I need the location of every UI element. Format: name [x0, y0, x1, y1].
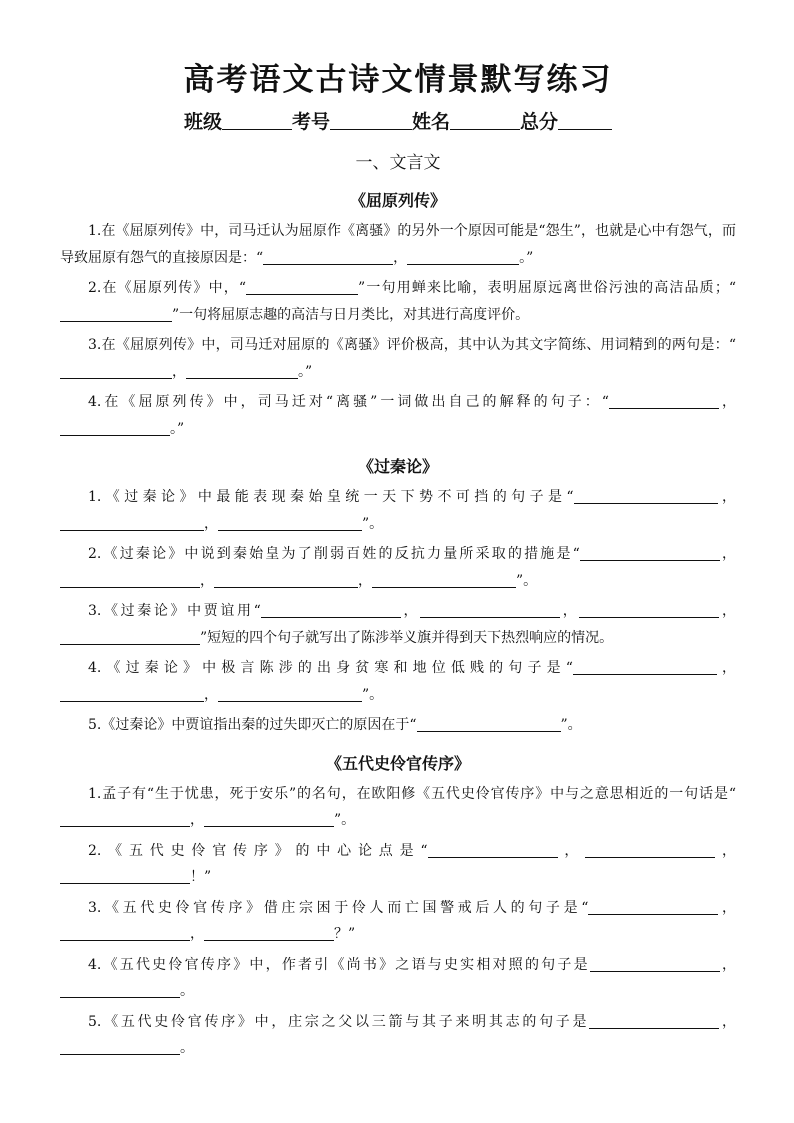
answer-blank[interactable] [60, 1038, 180, 1055]
question-text: 。 [180, 983, 194, 999]
answer-blank[interactable] [609, 392, 719, 409]
answer-blank[interactable] [186, 362, 298, 379]
answer-blank[interactable] [60, 571, 200, 588]
question-text: ， [719, 603, 737, 619]
question-guoqin-5 [60, 712, 736, 739]
question-text: 3.《五代史伶官传序》借庄宗困于伶人而亡国警戒后人的句子是“ [88, 899, 589, 916]
question-text: ”。 [362, 686, 384, 703]
question-text: 。 [180, 1040, 194, 1056]
question-text: ， [200, 572, 214, 589]
answer-blank[interactable] [407, 248, 519, 265]
question-text: ”短短的四个句子就写出了陈涉举义旗并得到天下热烈响应的情况。 [200, 629, 614, 646]
question-text: 。” [298, 363, 313, 380]
question-text: ”。 [362, 515, 384, 532]
subsection-heading-guoqin: 《过秦论》 [357, 457, 438, 476]
class-blank[interactable] [222, 109, 292, 130]
answer-blank[interactable] [214, 571, 358, 588]
question-text: ， [393, 249, 408, 266]
question-quyuan-1 [60, 218, 736, 271]
question-text: ”。 [516, 572, 538, 589]
question-text: ”。 [560, 717, 582, 733]
answer-blank[interactable] [588, 898, 718, 915]
question-text: ， [715, 842, 737, 859]
subsection-heading-wudai: 《五代史伶官传序》 [325, 753, 470, 773]
name-label: 姓名 [412, 111, 451, 133]
answer-blank[interactable] [579, 601, 719, 618]
question-quyuan-2 [60, 275, 736, 328]
subsection-heading-quyuan: 《屈原列传》 [349, 191, 446, 210]
answer-blank[interactable] [263, 248, 393, 265]
answer-blank[interactable] [590, 955, 720, 972]
question-guoqin-3 [60, 598, 736, 651]
answer-blank[interactable] [574, 487, 718, 504]
answer-blank[interactable] [420, 601, 560, 618]
answer-blank[interactable] [204, 924, 334, 941]
question-guoqin-4 [60, 655, 736, 708]
question-text: ， [717, 489, 737, 505]
answer-blank[interactable] [372, 571, 516, 588]
answer-blank[interactable] [60, 628, 200, 645]
question-text: ？” [334, 926, 356, 942]
question-text: ， [190, 926, 204, 942]
question-text: ， [204, 686, 218, 703]
answer-blank[interactable] [60, 685, 204, 702]
question-text: 1.在《屈原列传》中，司马迁认为屈原作《离骚》的另外一个原因可能是“怨生”，也就是心中有怨气，而导致屈原有怨气的直接原因是：“ [60, 223, 736, 266]
question-text: ， [560, 603, 580, 619]
question-text: 。” [519, 249, 534, 266]
answer-blank[interactable] [60, 924, 190, 941]
question-text: 2.《过秦论》中说到秦始皇为了削弱百姓的反抗力量所采取的措施是“ [88, 546, 580, 562]
question-guoqin-1 [60, 484, 736, 537]
answer-blank[interactable] [60, 362, 172, 379]
question-quyuan-4 [60, 389, 736, 442]
question-text: ， [716, 660, 737, 676]
question-wudai-2 [60, 838, 736, 891]
question-text: 2.在《屈原列传》中，“ [88, 280, 247, 296]
answer-blank[interactable] [60, 305, 172, 322]
question-text: ， [204, 515, 218, 532]
question-text: ！” [190, 869, 212, 885]
question-wudai-4 [60, 952, 736, 1005]
answer-blank[interactable] [60, 514, 204, 531]
question-text: 2.《五代史伶官传序》的中心论点是“ [88, 842, 428, 859]
question-text: ， [190, 812, 204, 828]
question-text: 4.《五代史伶官传序》中，作者引《尚书》之语与史实相对照的句子是 [88, 956, 590, 973]
question-text: ， [718, 394, 737, 410]
number-blank[interactable] [330, 109, 412, 130]
question-text: ， [718, 899, 737, 916]
question-text: 4.《过秦论》中极言陈涉的出身贫寒和地位低贱的句子是“ [88, 660, 573, 676]
class-label: 班级 [183, 111, 222, 133]
question-guoqin-2 [60, 541, 736, 594]
answer-blank[interactable] [580, 544, 720, 561]
number-label: 考号 [291, 111, 330, 133]
score-label: 总分 [520, 111, 559, 133]
section-heading: 一、文言文 [355, 153, 441, 173]
question-wudai-3 [60, 895, 736, 948]
answer-blank[interactable] [246, 278, 358, 295]
question-text: ， [719, 1013, 736, 1030]
question-text: 1.《过秦论》中最能表现秦始皇统一天下势不可挡的句子是“ [88, 489, 574, 505]
question-wudai-1 [60, 781, 736, 834]
question-wudai-5 [60, 1009, 736, 1062]
question-text: ”。 [334, 812, 356, 828]
question-text: 5.《过秦论》中贾谊指出秦的过失即灭亡的原因在于“ [88, 717, 417, 733]
answer-blank[interactable] [60, 810, 190, 827]
answer-blank[interactable] [60, 419, 170, 436]
page-title: 高考语文古诗文情景默写练习 [183, 62, 613, 98]
question-text: 5.《五代史伶官传序》中，庄宗之父以三箭与其子来明其志的句子是 [88, 1013, 590, 1030]
answer-blank[interactable] [60, 981, 180, 998]
question-text: ， [358, 572, 372, 589]
question-text: ， [719, 546, 737, 562]
question-text: 1.孟子有“生于忧患，死于安乐”的名句，在欧阳修《五代史伶官传序》中与之意思相近的一句话是“ [88, 785, 736, 802]
answer-blank[interactable] [573, 658, 717, 675]
question-text: ， [557, 842, 586, 859]
score-blank[interactable] [558, 109, 612, 130]
answer-blank[interactable] [585, 841, 715, 858]
question-text: 3.《过秦论》中贾谊用“ [88, 603, 261, 619]
answer-blank[interactable] [204, 810, 334, 827]
question-quyuan-3 [60, 332, 736, 385]
answer-blank[interactable] [60, 867, 190, 884]
answer-blank[interactable] [417, 715, 561, 732]
answer-blank[interactable] [261, 601, 401, 618]
question-text: ”一句用蝉来比喻，表明屈原远离世俗污浊的高洁品质；“ [358, 280, 736, 296]
question-text: ， [719, 956, 737, 973]
question-text: ， [400, 603, 421, 619]
answer-blank[interactable] [218, 514, 362, 531]
worksheet-page [60, 60, 736, 1062]
answer-blank[interactable] [589, 1012, 719, 1029]
question-text: ”一句将屈原志趣的高洁与日月类比，对其进行高度评价。 [172, 306, 530, 323]
student-info-line [60, 108, 736, 136]
name-blank[interactable] [450, 109, 520, 130]
question-text: 。” [170, 420, 185, 437]
question-text: ， [172, 363, 186, 380]
question-text: 4.在《屈原列传》中，司马迁对“离骚”一词做出自己的解释的句子：“ [88, 394, 609, 410]
answer-blank[interactable] [428, 841, 558, 858]
answer-blank[interactable] [218, 685, 362, 702]
question-text: 3.在《屈原列传》中，司马迁对屈原的《离骚》评价极高，其中认为其文字简练、用词精到的两句是：“ [88, 337, 736, 353]
